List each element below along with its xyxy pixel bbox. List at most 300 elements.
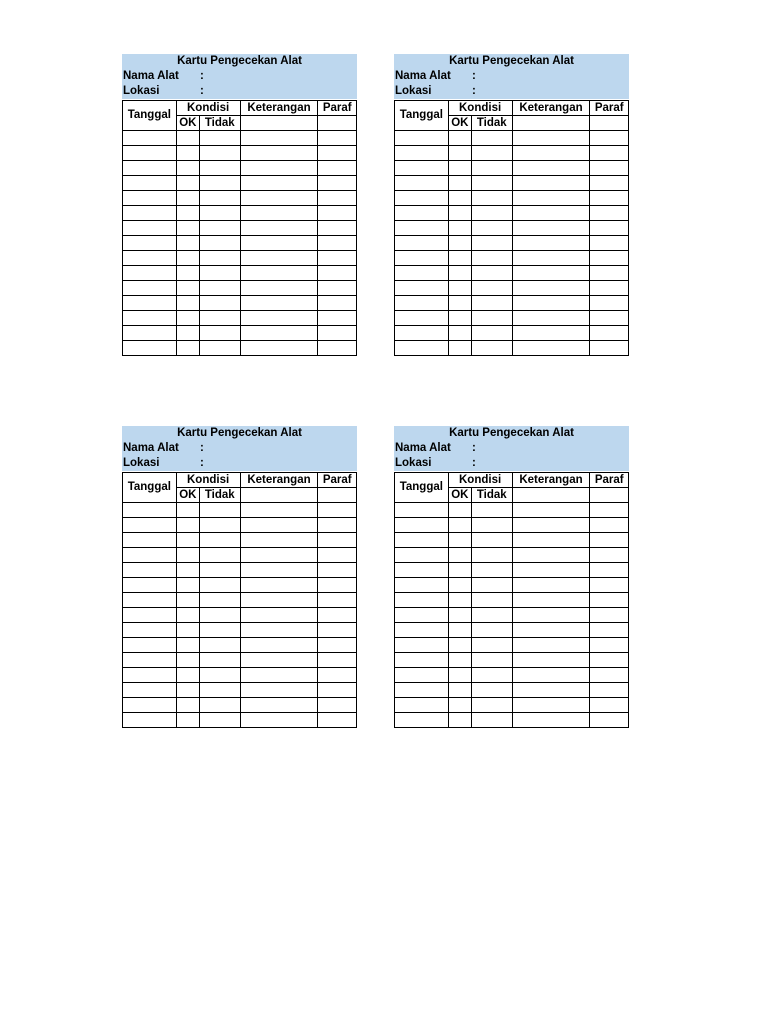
cell-keterangan[interactable] bbox=[512, 548, 590, 563]
cell-tidak[interactable] bbox=[471, 221, 512, 236]
cell-ok[interactable] bbox=[448, 266, 471, 281]
cell-ok[interactable] bbox=[448, 191, 471, 206]
cell-paraf[interactable] bbox=[318, 266, 357, 281]
cell-ok[interactable] bbox=[176, 341, 199, 356]
cell-paraf[interactable] bbox=[318, 161, 357, 176]
cell-keterangan[interactable] bbox=[240, 341, 318, 356]
cell-ok[interactable] bbox=[176, 623, 199, 638]
cell-ok[interactable] bbox=[176, 563, 199, 578]
cell-ok[interactable] bbox=[448, 578, 471, 593]
cell-keterangan[interactable] bbox=[512, 518, 590, 533]
cell-ok[interactable] bbox=[176, 503, 199, 518]
cell-tanggal[interactable] bbox=[123, 533, 177, 548]
cell-tanggal[interactable] bbox=[395, 131, 449, 146]
cell-tanggal[interactable] bbox=[395, 326, 449, 341]
cell-tidak[interactable] bbox=[199, 146, 240, 161]
cell-tidak[interactable] bbox=[199, 638, 240, 653]
cell-tanggal[interactable] bbox=[123, 146, 177, 161]
cell-keterangan[interactable] bbox=[512, 116, 590, 131]
cell-keterangan[interactable] bbox=[512, 593, 590, 608]
cell-tanggal[interactable] bbox=[123, 206, 177, 221]
cell-keterangan[interactable] bbox=[512, 563, 590, 578]
cell-keterangan[interactable] bbox=[240, 266, 318, 281]
cell-paraf[interactable] bbox=[318, 563, 357, 578]
cell-tidak[interactable] bbox=[199, 131, 240, 146]
cell-ok[interactable] bbox=[176, 593, 199, 608]
cell-paraf[interactable] bbox=[590, 653, 629, 668]
cell-tanggal[interactable] bbox=[395, 176, 449, 191]
cell-ok[interactable] bbox=[176, 206, 199, 221]
cell-tidak[interactable] bbox=[199, 236, 240, 251]
cell-paraf[interactable] bbox=[590, 503, 629, 518]
cell-tidak[interactable] bbox=[471, 266, 512, 281]
cell-tanggal[interactable] bbox=[123, 161, 177, 176]
cell-tidak[interactable] bbox=[471, 251, 512, 266]
cell-paraf[interactable] bbox=[318, 191, 357, 206]
cell-ok[interactable] bbox=[176, 548, 199, 563]
cell-ok[interactable] bbox=[448, 623, 471, 638]
cell-keterangan[interactable] bbox=[512, 623, 590, 638]
cell-tidak[interactable] bbox=[199, 176, 240, 191]
cell-tidak[interactable] bbox=[199, 296, 240, 311]
cell-tanggal[interactable] bbox=[123, 341, 177, 356]
cell-ok[interactable] bbox=[448, 176, 471, 191]
cell-paraf[interactable] bbox=[590, 713, 629, 728]
cell-tanggal[interactable] bbox=[123, 668, 177, 683]
cell-tidak[interactable] bbox=[199, 563, 240, 578]
cell-ok[interactable] bbox=[176, 281, 199, 296]
cell-keterangan[interactable] bbox=[240, 623, 318, 638]
cell-keterangan[interactable] bbox=[240, 191, 318, 206]
cell-keterangan[interactable] bbox=[240, 608, 318, 623]
cell-keterangan[interactable] bbox=[512, 668, 590, 683]
cell-tanggal[interactable] bbox=[395, 341, 449, 356]
cell-tanggal[interactable] bbox=[395, 563, 449, 578]
cell-tanggal[interactable] bbox=[395, 311, 449, 326]
cell-ok[interactable] bbox=[448, 311, 471, 326]
cell-tanggal[interactable] bbox=[123, 623, 177, 638]
cell-keterangan[interactable] bbox=[512, 221, 590, 236]
cell-paraf[interactable] bbox=[590, 593, 629, 608]
cell-keterangan[interactable] bbox=[240, 176, 318, 191]
cell-keterangan[interactable] bbox=[240, 533, 318, 548]
cell-tidak[interactable] bbox=[199, 503, 240, 518]
cell-keterangan[interactable] bbox=[240, 281, 318, 296]
cell-ok[interactable] bbox=[176, 518, 199, 533]
cell-paraf[interactable] bbox=[318, 653, 357, 668]
cell-paraf[interactable] bbox=[318, 638, 357, 653]
cell-paraf[interactable] bbox=[590, 698, 629, 713]
cell-keterangan[interactable] bbox=[240, 116, 318, 131]
cell-tidak[interactable] bbox=[471, 518, 512, 533]
cell-tanggal[interactable] bbox=[123, 683, 177, 698]
cell-paraf[interactable] bbox=[590, 683, 629, 698]
cell-ok[interactable] bbox=[448, 236, 471, 251]
cell-paraf[interactable] bbox=[318, 503, 357, 518]
cell-paraf[interactable] bbox=[590, 131, 629, 146]
cell-tanggal[interactable] bbox=[395, 206, 449, 221]
cell-tanggal[interactable] bbox=[123, 281, 177, 296]
cell-paraf[interactable] bbox=[318, 311, 357, 326]
cell-paraf[interactable] bbox=[590, 251, 629, 266]
cell-tanggal[interactable] bbox=[123, 548, 177, 563]
cell-keterangan[interactable] bbox=[512, 251, 590, 266]
cell-ok[interactable] bbox=[448, 503, 471, 518]
cell-keterangan[interactable] bbox=[512, 608, 590, 623]
cell-keterangan[interactable] bbox=[240, 131, 318, 146]
cell-keterangan[interactable] bbox=[512, 488, 590, 503]
cell-tanggal[interactable] bbox=[123, 266, 177, 281]
cell-tanggal[interactable] bbox=[395, 146, 449, 161]
cell-tanggal[interactable] bbox=[395, 623, 449, 638]
cell-tanggal[interactable] bbox=[123, 503, 177, 518]
cell-ok[interactable] bbox=[448, 533, 471, 548]
cell-keterangan[interactable] bbox=[240, 221, 318, 236]
cell-paraf[interactable] bbox=[590, 326, 629, 341]
cell-tanggal[interactable] bbox=[395, 221, 449, 236]
cell-ok[interactable] bbox=[448, 668, 471, 683]
cell-paraf[interactable] bbox=[590, 221, 629, 236]
cell-keterangan[interactable] bbox=[512, 341, 590, 356]
cell-ok[interactable] bbox=[448, 281, 471, 296]
cell-paraf[interactable] bbox=[590, 236, 629, 251]
cell-tidak[interactable] bbox=[471, 623, 512, 638]
cell-keterangan[interactable] bbox=[240, 638, 318, 653]
cell-paraf[interactable] bbox=[590, 146, 629, 161]
cell-keterangan[interactable] bbox=[240, 146, 318, 161]
cell-tanggal[interactable] bbox=[123, 326, 177, 341]
cell-ok[interactable] bbox=[448, 341, 471, 356]
cell-paraf[interactable] bbox=[318, 236, 357, 251]
cell-ok[interactable] bbox=[176, 683, 199, 698]
cell-paraf[interactable] bbox=[590, 608, 629, 623]
cell-tidak[interactable] bbox=[199, 206, 240, 221]
cell-ok[interactable] bbox=[448, 698, 471, 713]
cell-paraf[interactable] bbox=[590, 206, 629, 221]
cell-tidak[interactable] bbox=[199, 623, 240, 638]
cell-paraf[interactable] bbox=[318, 296, 357, 311]
cell-tidak[interactable] bbox=[471, 326, 512, 341]
cell-paraf[interactable] bbox=[590, 311, 629, 326]
cell-tanggal[interactable] bbox=[395, 578, 449, 593]
cell-keterangan[interactable] bbox=[240, 296, 318, 311]
cell-tanggal[interactable] bbox=[123, 653, 177, 668]
cell-tanggal[interactable] bbox=[395, 161, 449, 176]
cell-tidak[interactable] bbox=[471, 698, 512, 713]
cell-paraf[interactable] bbox=[318, 206, 357, 221]
cell-ok[interactable] bbox=[176, 221, 199, 236]
cell-paraf[interactable] bbox=[590, 578, 629, 593]
cell-keterangan[interactable] bbox=[240, 593, 318, 608]
cell-paraf[interactable] bbox=[590, 341, 629, 356]
cell-keterangan[interactable] bbox=[240, 548, 318, 563]
cell-keterangan[interactable] bbox=[240, 326, 318, 341]
cell-tidak[interactable] bbox=[199, 311, 240, 326]
cell-keterangan[interactable] bbox=[240, 653, 318, 668]
cell-keterangan[interactable] bbox=[512, 296, 590, 311]
cell-paraf[interactable] bbox=[318, 116, 357, 131]
cell-tanggal[interactable] bbox=[123, 698, 177, 713]
cell-ok[interactable] bbox=[176, 236, 199, 251]
cell-keterangan[interactable] bbox=[240, 668, 318, 683]
cell-keterangan[interactable] bbox=[240, 698, 318, 713]
cell-keterangan[interactable] bbox=[240, 713, 318, 728]
cell-paraf[interactable] bbox=[318, 533, 357, 548]
cell-paraf[interactable] bbox=[318, 221, 357, 236]
cell-ok[interactable] bbox=[176, 191, 199, 206]
cell-keterangan[interactable] bbox=[240, 518, 318, 533]
cell-ok[interactable] bbox=[176, 533, 199, 548]
cell-tanggal[interactable] bbox=[395, 548, 449, 563]
cell-tidak[interactable] bbox=[471, 638, 512, 653]
cell-tanggal[interactable] bbox=[123, 311, 177, 326]
cell-tanggal[interactable] bbox=[395, 518, 449, 533]
cell-keterangan[interactable] bbox=[240, 251, 318, 266]
cell-tanggal[interactable] bbox=[123, 221, 177, 236]
cell-keterangan[interactable] bbox=[512, 311, 590, 326]
cell-tidak[interactable] bbox=[199, 593, 240, 608]
cell-keterangan[interactable] bbox=[512, 638, 590, 653]
cell-ok[interactable] bbox=[448, 221, 471, 236]
cell-keterangan[interactable] bbox=[240, 236, 318, 251]
cell-paraf[interactable] bbox=[318, 698, 357, 713]
cell-paraf[interactable] bbox=[318, 176, 357, 191]
cell-keterangan[interactable] bbox=[512, 533, 590, 548]
cell-tidak[interactable] bbox=[471, 311, 512, 326]
cell-ok[interactable] bbox=[176, 608, 199, 623]
cell-tidak[interactable] bbox=[471, 236, 512, 251]
cell-tanggal[interactable] bbox=[123, 191, 177, 206]
cell-tidak[interactable] bbox=[199, 266, 240, 281]
cell-paraf[interactable] bbox=[590, 296, 629, 311]
cell-ok[interactable] bbox=[176, 251, 199, 266]
cell-tanggal[interactable] bbox=[395, 713, 449, 728]
cell-ok[interactable] bbox=[176, 146, 199, 161]
cell-paraf[interactable] bbox=[590, 563, 629, 578]
cell-paraf[interactable] bbox=[318, 131, 357, 146]
cell-keterangan[interactable] bbox=[240, 578, 318, 593]
cell-keterangan[interactable] bbox=[512, 191, 590, 206]
cell-paraf[interactable] bbox=[590, 266, 629, 281]
cell-ok[interactable] bbox=[176, 668, 199, 683]
cell-tidak[interactable] bbox=[199, 341, 240, 356]
cell-ok[interactable] bbox=[176, 161, 199, 176]
cell-tanggal[interactable] bbox=[123, 176, 177, 191]
cell-ok[interactable] bbox=[448, 653, 471, 668]
cell-tidak[interactable] bbox=[471, 668, 512, 683]
cell-ok[interactable] bbox=[176, 311, 199, 326]
cell-paraf[interactable] bbox=[590, 488, 629, 503]
cell-ok[interactable] bbox=[448, 593, 471, 608]
cell-keterangan[interactable] bbox=[512, 698, 590, 713]
cell-paraf[interactable] bbox=[590, 176, 629, 191]
cell-ok[interactable] bbox=[448, 251, 471, 266]
cell-tanggal[interactable] bbox=[395, 296, 449, 311]
cell-paraf[interactable] bbox=[590, 191, 629, 206]
cell-tanggal[interactable] bbox=[395, 191, 449, 206]
cell-paraf[interactable] bbox=[318, 608, 357, 623]
cell-tanggal[interactable] bbox=[123, 608, 177, 623]
cell-paraf[interactable] bbox=[318, 578, 357, 593]
cell-keterangan[interactable] bbox=[512, 266, 590, 281]
cell-tidak[interactable] bbox=[199, 161, 240, 176]
cell-tidak[interactable] bbox=[471, 653, 512, 668]
cell-tanggal[interactable] bbox=[395, 608, 449, 623]
cell-tidak[interactable] bbox=[199, 221, 240, 236]
cell-paraf[interactable] bbox=[590, 116, 629, 131]
cell-ok[interactable] bbox=[448, 206, 471, 221]
cell-tanggal[interactable] bbox=[395, 593, 449, 608]
cell-keterangan[interactable] bbox=[512, 281, 590, 296]
cell-paraf[interactable] bbox=[590, 623, 629, 638]
cell-tanggal[interactable] bbox=[123, 296, 177, 311]
cell-paraf[interactable] bbox=[318, 251, 357, 266]
cell-paraf[interactable] bbox=[318, 341, 357, 356]
cell-tidak[interactable] bbox=[199, 578, 240, 593]
cell-tidak[interactable] bbox=[471, 713, 512, 728]
cell-tidak[interactable] bbox=[199, 191, 240, 206]
cell-tanggal[interactable] bbox=[123, 131, 177, 146]
cell-paraf[interactable] bbox=[590, 668, 629, 683]
cell-tidak[interactable] bbox=[471, 281, 512, 296]
cell-keterangan[interactable] bbox=[512, 503, 590, 518]
cell-tidak[interactable] bbox=[199, 683, 240, 698]
cell-tidak[interactable] bbox=[471, 608, 512, 623]
cell-keterangan[interactable] bbox=[240, 161, 318, 176]
cell-paraf[interactable] bbox=[318, 623, 357, 638]
cell-keterangan[interactable] bbox=[240, 206, 318, 221]
cell-ok[interactable] bbox=[176, 698, 199, 713]
cell-tanggal[interactable] bbox=[395, 533, 449, 548]
cell-tidak[interactable] bbox=[199, 653, 240, 668]
cell-tidak[interactable] bbox=[471, 503, 512, 518]
cell-tanggal[interactable] bbox=[395, 668, 449, 683]
cell-tanggal[interactable] bbox=[123, 518, 177, 533]
cell-tanggal[interactable] bbox=[123, 578, 177, 593]
cell-tidak[interactable] bbox=[199, 533, 240, 548]
cell-tanggal[interactable] bbox=[395, 281, 449, 296]
cell-ok[interactable] bbox=[176, 713, 199, 728]
cell-ok[interactable] bbox=[448, 638, 471, 653]
cell-tanggal[interactable] bbox=[123, 251, 177, 266]
cell-ok[interactable] bbox=[176, 638, 199, 653]
cell-keterangan[interactable] bbox=[512, 236, 590, 251]
cell-tanggal[interactable] bbox=[123, 638, 177, 653]
cell-tanggal[interactable] bbox=[395, 698, 449, 713]
cell-tidak[interactable] bbox=[199, 518, 240, 533]
cell-tidak[interactable] bbox=[471, 146, 512, 161]
cell-keterangan[interactable] bbox=[512, 683, 590, 698]
cell-keterangan[interactable] bbox=[512, 161, 590, 176]
cell-tidak[interactable] bbox=[199, 698, 240, 713]
cell-keterangan[interactable] bbox=[240, 683, 318, 698]
cell-tanggal[interactable] bbox=[123, 563, 177, 578]
cell-ok[interactable] bbox=[448, 131, 471, 146]
cell-tidak[interactable] bbox=[199, 608, 240, 623]
cell-tidak[interactable] bbox=[471, 131, 512, 146]
cell-ok[interactable] bbox=[176, 326, 199, 341]
cell-paraf[interactable] bbox=[318, 668, 357, 683]
cell-paraf[interactable] bbox=[590, 638, 629, 653]
cell-ok[interactable] bbox=[176, 176, 199, 191]
cell-paraf[interactable] bbox=[590, 533, 629, 548]
cell-keterangan[interactable] bbox=[512, 206, 590, 221]
cell-keterangan[interactable] bbox=[512, 713, 590, 728]
cell-ok[interactable] bbox=[448, 296, 471, 311]
cell-keterangan[interactable] bbox=[512, 653, 590, 668]
cell-tidak[interactable] bbox=[199, 713, 240, 728]
cell-paraf[interactable] bbox=[318, 683, 357, 698]
cell-keterangan[interactable] bbox=[240, 311, 318, 326]
cell-tidak[interactable] bbox=[471, 683, 512, 698]
cell-tidak[interactable] bbox=[199, 251, 240, 266]
cell-tidak[interactable] bbox=[471, 548, 512, 563]
cell-ok[interactable] bbox=[448, 548, 471, 563]
cell-tanggal[interactable] bbox=[395, 503, 449, 518]
cell-keterangan[interactable] bbox=[512, 131, 590, 146]
cell-paraf[interactable] bbox=[318, 281, 357, 296]
cell-keterangan[interactable] bbox=[512, 326, 590, 341]
cell-tidak[interactable] bbox=[471, 593, 512, 608]
cell-tidak[interactable] bbox=[471, 341, 512, 356]
cell-paraf[interactable] bbox=[318, 548, 357, 563]
cell-paraf[interactable] bbox=[590, 518, 629, 533]
cell-paraf[interactable] bbox=[590, 161, 629, 176]
cell-tanggal[interactable] bbox=[123, 236, 177, 251]
cell-paraf[interactable] bbox=[318, 713, 357, 728]
cell-paraf[interactable] bbox=[318, 518, 357, 533]
cell-tidak[interactable] bbox=[199, 281, 240, 296]
cell-tanggal[interactable] bbox=[395, 266, 449, 281]
cell-tidak[interactable] bbox=[471, 176, 512, 191]
cell-keterangan[interactable] bbox=[240, 488, 318, 503]
cell-paraf[interactable] bbox=[318, 146, 357, 161]
cell-paraf[interactable] bbox=[318, 326, 357, 341]
cell-tanggal[interactable] bbox=[395, 236, 449, 251]
cell-ok[interactable] bbox=[176, 578, 199, 593]
cell-tanggal[interactable] bbox=[123, 713, 177, 728]
cell-tidak[interactable] bbox=[471, 578, 512, 593]
cell-tanggal[interactable] bbox=[395, 638, 449, 653]
cell-ok[interactable] bbox=[448, 563, 471, 578]
cell-ok[interactable] bbox=[448, 326, 471, 341]
cell-keterangan[interactable] bbox=[512, 578, 590, 593]
cell-tanggal[interactable] bbox=[395, 683, 449, 698]
cell-tanggal[interactable] bbox=[123, 593, 177, 608]
cell-tidak[interactable] bbox=[471, 206, 512, 221]
cell-tidak[interactable] bbox=[199, 326, 240, 341]
cell-ok[interactable] bbox=[176, 266, 199, 281]
cell-paraf[interactable] bbox=[590, 281, 629, 296]
cell-tanggal[interactable] bbox=[395, 251, 449, 266]
cell-ok[interactable] bbox=[448, 713, 471, 728]
cell-ok[interactable] bbox=[176, 296, 199, 311]
cell-paraf[interactable] bbox=[590, 548, 629, 563]
cell-ok[interactable] bbox=[176, 131, 199, 146]
cell-tidak[interactable] bbox=[471, 533, 512, 548]
cell-keterangan[interactable] bbox=[240, 563, 318, 578]
cell-paraf[interactable] bbox=[318, 593, 357, 608]
cell-tidak[interactable] bbox=[471, 296, 512, 311]
cell-ok[interactable] bbox=[448, 146, 471, 161]
cell-keterangan[interactable] bbox=[512, 146, 590, 161]
cell-ok[interactable] bbox=[448, 683, 471, 698]
cell-tidak[interactable] bbox=[471, 191, 512, 206]
cell-keterangan[interactable] bbox=[240, 503, 318, 518]
cell-tidak[interactable] bbox=[471, 563, 512, 578]
cell-ok[interactable] bbox=[176, 653, 199, 668]
cell-tidak[interactable] bbox=[199, 548, 240, 563]
